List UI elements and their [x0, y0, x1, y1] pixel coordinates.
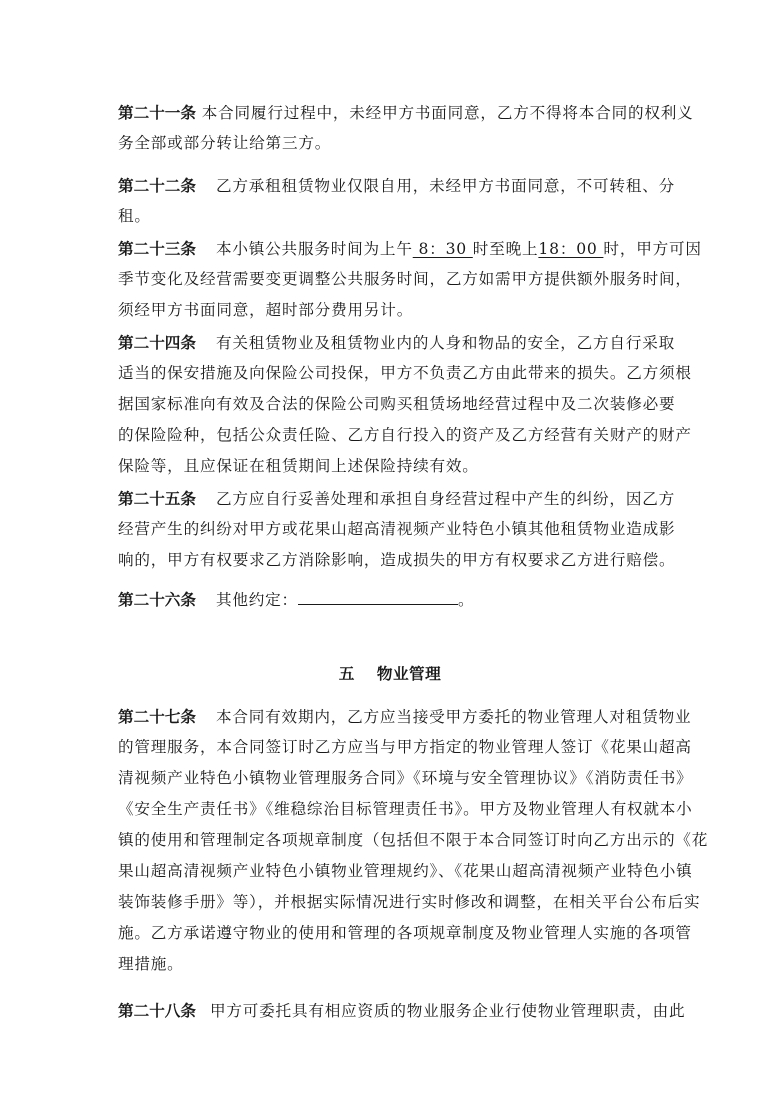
- article-text: 甲方可委托具有相应资质的物业服务企业行使物业管理职责，由此: [209, 1002, 686, 1020]
- article-27-line-5: 镇的使用和管理制定各项规章制度（包括但不限于本合同签订时向乙方出示的《花: [118, 831, 709, 849]
- article-27-line-7: 装饰装修手册》等），并根据实际情况进行实时修改和调整，在相关平台公布后实: [118, 893, 701, 911]
- article-24: [118, 327, 692, 482]
- article-24-line-1: [118, 327, 676, 358]
- article-heading: 第二十四条: [118, 333, 196, 352]
- article-27-line-4: 《安全生产责任书》《维稳综治目标管理责任书》。甲方及物业管理人有权就本小: [118, 800, 693, 818]
- article-24-line-2: 适当的保安措施及向保险公司投保，甲方不负责乙方由此带来的损失。乙方须根: [118, 364, 692, 382]
- article-24-line-3: 据国家标准向有效及合法的保险公司购买租赁场地经营过程中及二次装修必要: [118, 395, 676, 413]
- article-heading: 第二十一条: [118, 103, 196, 122]
- service-end-time: 18：00: [538, 240, 604, 258]
- article-27-line-2: 的管理服务，本合同签订时乙方应当与甲方指定的物业管理人签订《花果山超高: [118, 738, 692, 756]
- section-heading: [0, 662, 780, 684]
- article-27: [118, 701, 709, 980]
- article-heading: 第二十五条: [118, 489, 196, 508]
- article-text: 有关租赁物业及租赁物业内的人身和物品的安全，乙方自行采取: [215, 334, 676, 352]
- article-text: 本合同有效期内，乙方应当接受甲方委托的物业管理人对租赁物业: [215, 708, 692, 726]
- article-heading: 第二十二条: [118, 176, 196, 195]
- article-heading: 第二十六条: [118, 590, 196, 609]
- article-23: [118, 233, 702, 326]
- article-23-line-3: 须经甲方书面同意，超时部分费用另计。: [118, 301, 414, 319]
- article-23-line-1: [118, 233, 702, 264]
- article-end-mark: 。: [457, 591, 475, 609]
- article-23-line-2: 季节变化及经营需要变更调整公共服务时间，乙方如需甲方提供额外服务时间，: [118, 270, 692, 288]
- article-24-line-4: 的保险险种，包括公众责任险、乙方自行投入的资产及乙方经营有关财产的财产: [118, 426, 692, 444]
- other-agreement-blank[interactable]: [298, 589, 458, 605]
- article-text: 本小镇公共服务时间为上午: [215, 240, 413, 258]
- article-21: [118, 97, 694, 159]
- article-text: 时至晚上: [472, 240, 539, 258]
- article-text: 本合同履行过程中，未经甲方书面同意，乙方不得将本合同的权利义: [195, 104, 694, 122]
- article-24-line-5: 保险等，且应保证在租赁期间上述保险持续有效。: [118, 457, 479, 475]
- section-number: 五: [338, 664, 355, 683]
- article-27-line-3: 清视频产业特色小镇物业管理服务合同》《环境与安全管理协议》《消防责任书》: [118, 769, 693, 787]
- article-21-line-1: [118, 97, 694, 128]
- article-26-line-1: [118, 584, 666, 615]
- section-title: 物业管理: [376, 664, 442, 683]
- article-27-line-1: [118, 701, 692, 732]
- article-heading: 第二十七条: [118, 707, 196, 726]
- article-27-line-8: 施。乙方承诺遵守物业的使用和管理的各项规章制度及物业管理人实施的各项管: [118, 924, 692, 942]
- article-22-line-2: 租。: [118, 207, 151, 225]
- article-28-line-1: [118, 995, 686, 1026]
- article-25-line-3: 响的，甲方有权要求乙方消除影响，造成损失的甲方有权要求乙方进行赔偿。: [118, 551, 676, 569]
- article-text: 乙方应自行妥善处理和承担自身经营过程中产生的纠纷，因乙方: [215, 490, 676, 508]
- service-start-time: 8：30: [412, 240, 473, 258]
- article-heading: 第二十三条: [118, 239, 196, 258]
- article-25-line-2: 经营产生的纠纷对甲方或花果山超高清视频产业特色小镇其他租赁物业造成影: [118, 520, 676, 538]
- article-22: [118, 170, 676, 232]
- article-heading: 第二十八条: [118, 1001, 196, 1020]
- article-25: [118, 483, 676, 576]
- article-22-line-1: [118, 170, 676, 201]
- article-27-line-9: 理措施。: [118, 955, 184, 973]
- article-21-line-2: 务全部或部分转让给第三方。: [118, 134, 332, 152]
- article-text: 乙方承租租赁物业仅限自用，未经甲方书面同意，不可转租、分: [215, 177, 676, 195]
- article-26: [118, 584, 666, 615]
- article-27-line-6: 果山超高清视频产业特色小镇物业管理规约》、《花果山超高清视频产业特色小镇: [118, 862, 693, 880]
- article-text: 时，甲方可因: [603, 240, 702, 258]
- other-agreement-label: 其他约定：: [215, 591, 298, 609]
- article-25-line-1: [118, 483, 676, 514]
- article-28: [118, 995, 686, 1026]
